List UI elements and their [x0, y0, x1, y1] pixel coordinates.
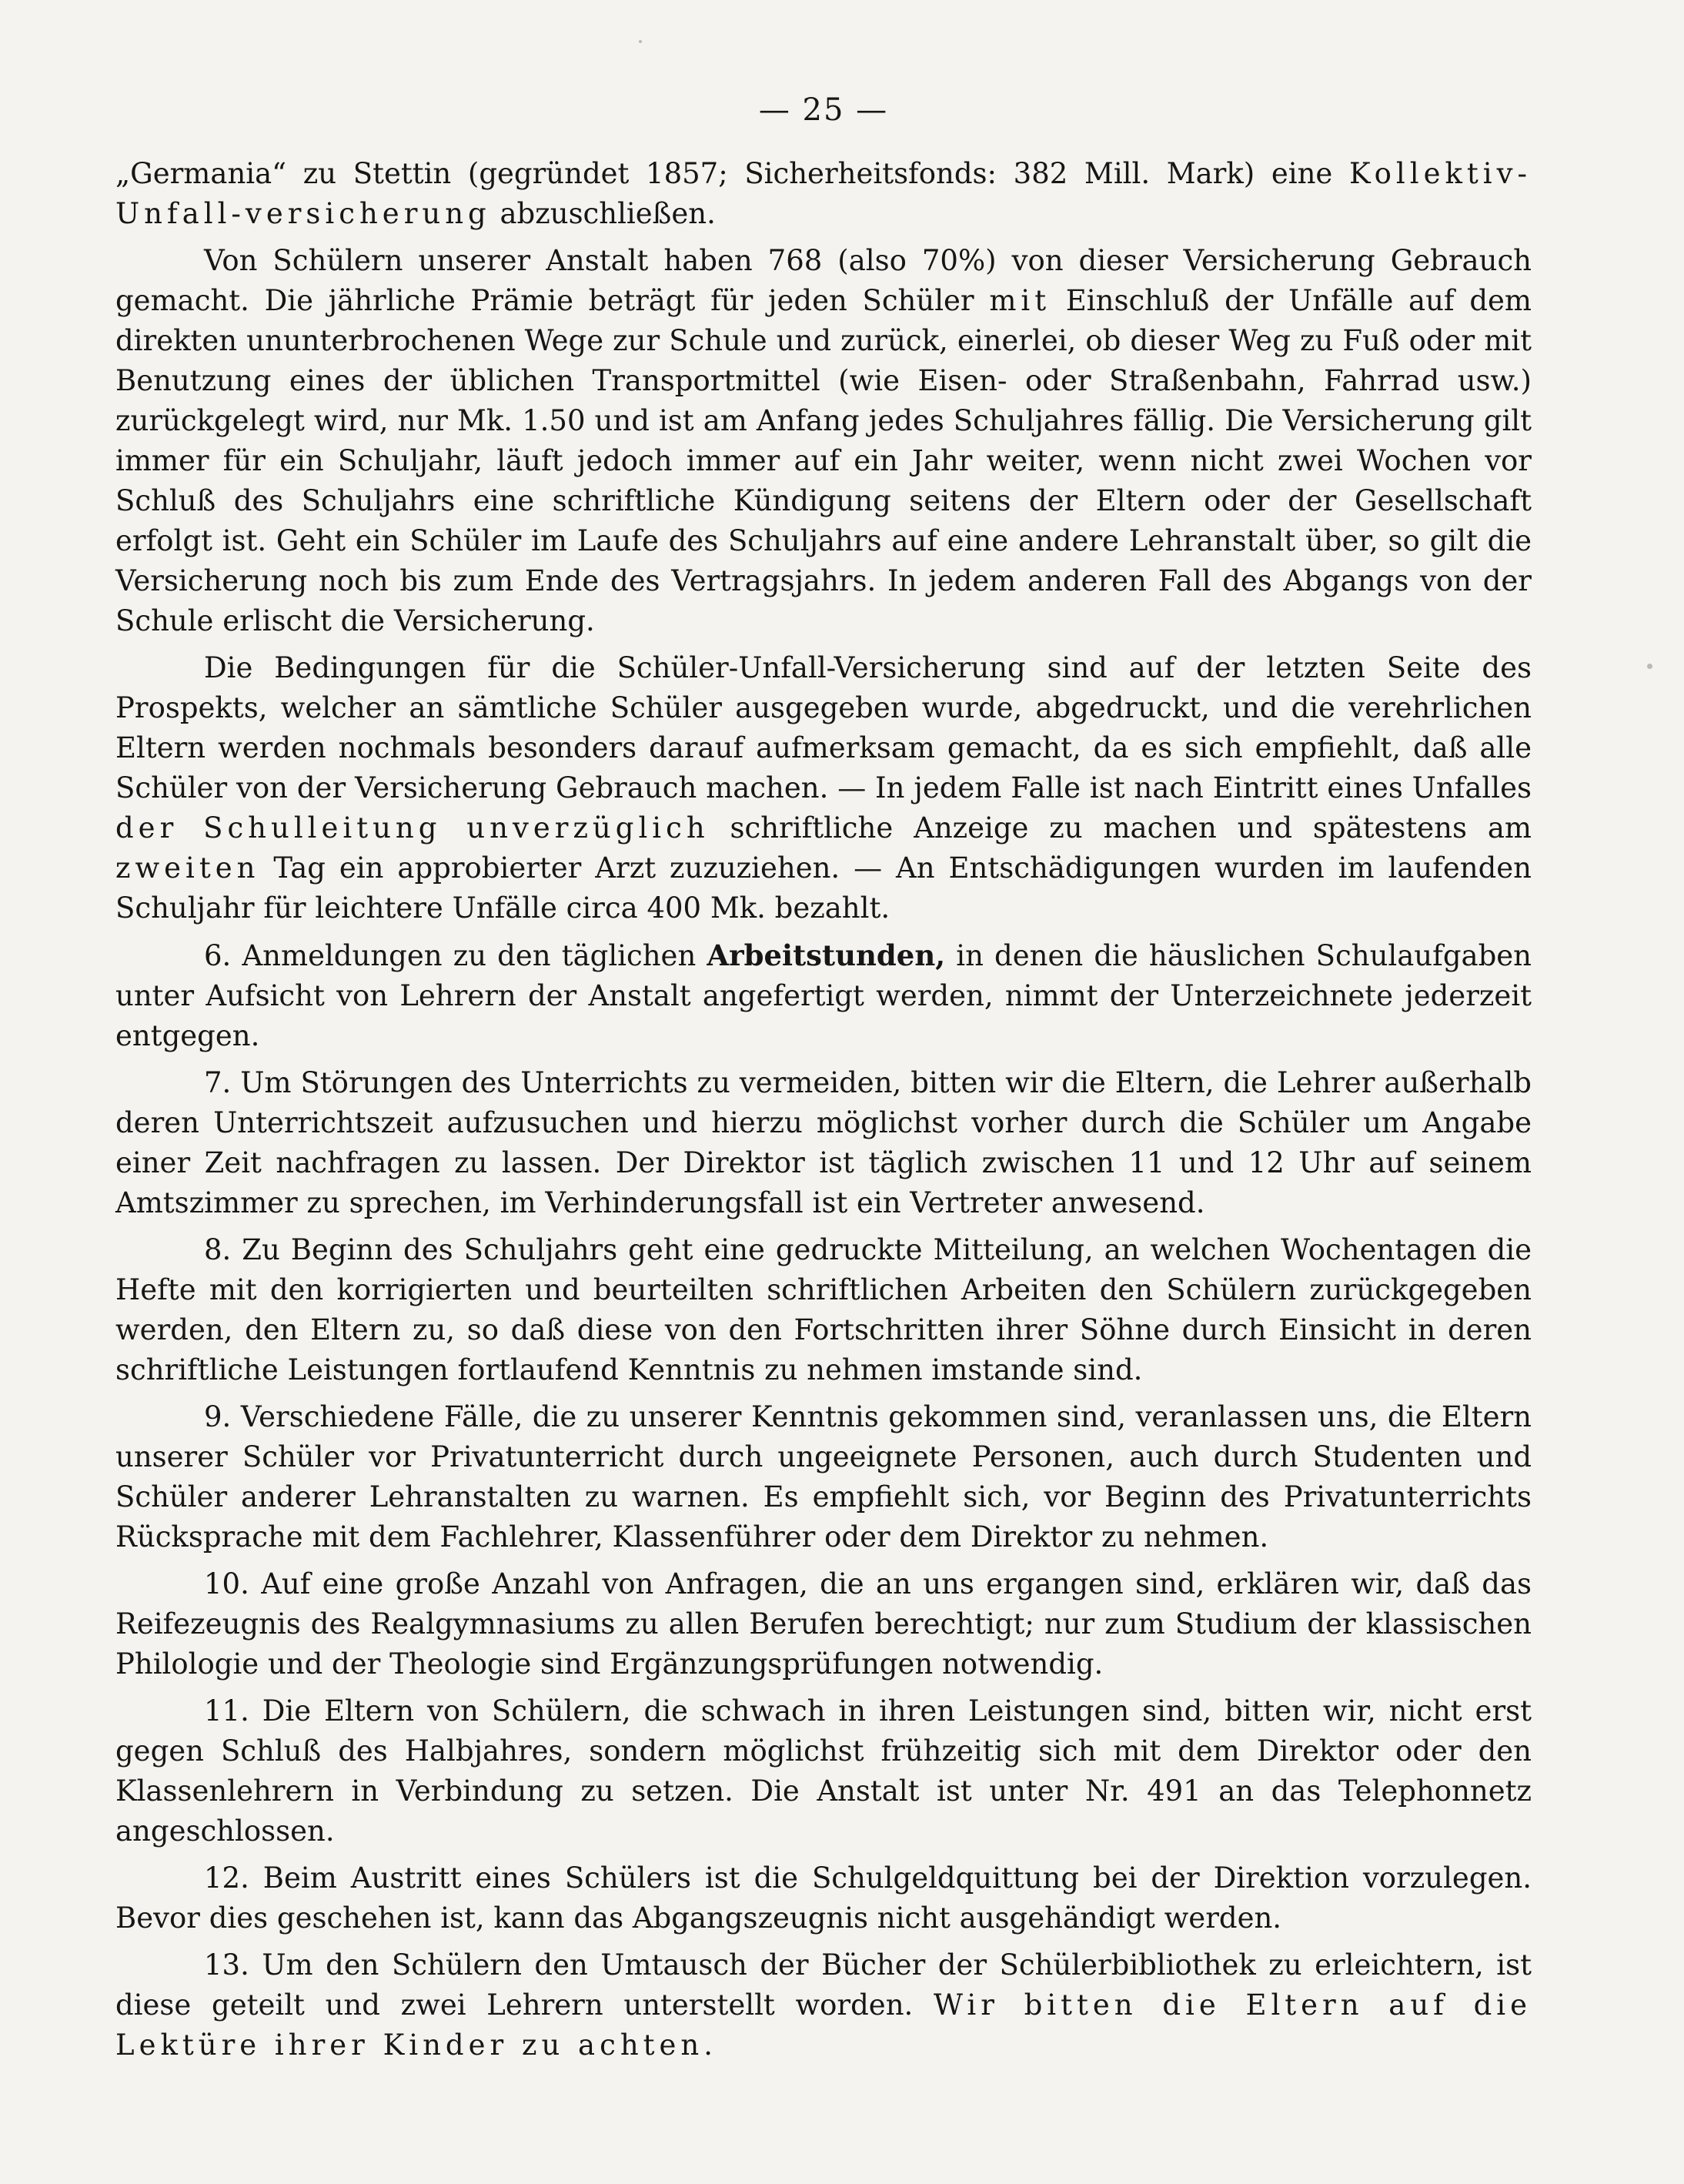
intro-text-a: „Germania“ zu Stettin (gegründet 1857; Sicherheitsfonds: 382 Mill. Mark) eine	[115, 157, 1349, 190]
usage-text-c: Einschluß der Unfälle auf dem direkten ununterbrochenen Wege zur Schule und zurück, einerlei, ob dieser Weg zu Fuß oder mit Benutzung eines der üblichen Transportmittel (wie Eisen- oder Straßenbahn, Fahrrad usw.) zurückgelegt wird, nur Mk. 1.50 und ist am Anfang jedes Schuljahres fällig. Die Versicherung gilt immer für ein Schuljahr, läuft jedoch immer auf ein Jahr weiter, wenn nicht zwei Wochen vor Schluß des Schuljahrs eine schriftliche Kündigung seitens der Eltern oder der Gesellschaft erfolgt ist. Geht ein Schüler im Laufe des Schuljahrs auf eine andere Lehranstalt über, so gilt die Versicherung noch bis zum Ende des Vertragsjahrs. In jedem anderen Fall des Abgangs von der Schule erlischt die Versicherung.	[115, 284, 1532, 637]
conditions-text-e: Tag ein approbierter Arzt zuzuziehen. — An Entschädigungen wurden im laufenden Schuljahr für leichtere Unfälle circa 400 Mk. bezahlt.	[115, 851, 1532, 925]
item6-text-c: in denen die häuslichen Schulaufgaben unter Aufsicht von Lehrern der Anstalt angefertigt werden, nimmt der Unterzeichnete jederzeit entgegen.	[115, 939, 1532, 1052]
usage-text-a: Von Schülern unserer Anstalt haben 768 (also 70%) von dieser Versicherung Gebrauch gemacht. Die jährliche Prämie beträgt für jeden Schüler	[115, 244, 1532, 317]
list-item-12: 12. Beim Austritt eines Schülers ist die Schulgeldquittung bei der Direktion vorzulegen. Bevor dies geschehen ist, kann das Abgangszeugnis nicht ausgehändigt werden.	[115, 1861, 1532, 1935]
list-item-7: 7. Um Störungen des Unterrichts zu vermeiden, bitten wir die Eltern, die Lehrer außerhalb deren Unterrichtszeit aufzusuchen und hierzu möglichst vorher durch die Schüler um Angabe einer Zeit nachfragen zu lassen. Der Direktor ist täglich zwischen 11 und 12 Uhr auf seinem Amtszimmer zu sprechen, im Verhinderungsfall ist ein Vertreter anwesend.	[115, 1066, 1532, 1219]
page-number-suffix: —	[844, 92, 889, 128]
list-item-10: 10. Auf eine große Anzahl von Anfragen, die an uns ergangen sind, erklären wir, daß das Reifezeugnis des Realgymnasiums zu allen Berufen berechtigt; nur zum Studium der klassischen Philologie und der Theologie sind Ergänzungsprüfungen notwendig.	[115, 1567, 1532, 1681]
item13-spaced-request: Wir bitten die Eltern auf die Lektüre ihrer Kinder zu achten.	[115, 1988, 1532, 2062]
list-item-8: 8. Zu Beginn des Schuljahrs geht eine gedruckte Mitteilung, an welchen Wochentagen die Hefte mit den korrigierten und beurteilten schriftlichen Arbeiten den Schülern zurückgegeben werden, den Eltern zu, so daß diese von den Fortschritten ihrer Söhne durch Einsicht in deren schriftliche Leistungen fortlaufend Kenntnis zu nehmen imstande sind.	[115, 1233, 1532, 1386]
document-page	[115, 92, 1532, 2072]
conditions-spaced-school: der Schulleitung unverzüglich	[115, 811, 710, 845]
item13-text-a: 13. Um den Schülern den Umtausch der Bücher der Schülerbibliothek zu erleichtern, ist diese geteilt und zwei Lehrern unterstellt worden.	[115, 1948, 1532, 2022]
item6-bold-term: Arbeitstunden,	[707, 938, 946, 972]
conditions-text-c: schriftliche Anzeige zu machen und spätestens am	[709, 811, 1532, 845]
page-number-value: 25	[802, 92, 845, 128]
conditions-spaced-second: zweiten	[115, 851, 260, 885]
conditions-text-a: Die Bedingungen für die Schüler-Unfall-Versicherung sind auf der letzten Seite des Prospekts, welcher an sämtliche Schüler ausgegeben wurde, abgedruckt, und die verehrlichen Eltern werden nochmals besonders darauf aufmerksam gemacht, da es sich empfiehlt, daß alle Schüler von der Versicherung Gebrauch machen. — In jedem Falle ist nach Eintritt eines Unfalles	[115, 651, 1532, 804]
list-item-11: 11. Die Eltern von Schülern, die schwach in ihren Leistungen sind, bitten wir, nicht erst gegen Schluß des Halbjahres, sondern möglichst frühzeitig sich mit dem Direktor oder den Klassenlehrern in Verbindung zu setzen. Die Anstalt ist unter Nr. 491 an das Telephonnetz angeschlossen.	[115, 1694, 1532, 1848]
intro-text-c: abzuschließen.	[490, 197, 716, 230]
list-item-9: 9. Verschiedene Fälle, die zu unserer Kenntnis gekommen sind, veranlassen uns, die Eltern unserer Schüler vor Privatunterricht durch ungeeignete Personen, auch durch Studenten und Schüler anderer Lehranstalten zu warnen. Es empfiehlt sich, vor Beginn des Privatunterrichts Rücksprache mit dem Fachlehrer, Klassenführer oder dem Direktor zu nehmen.	[115, 1400, 1532, 1554]
list-item-13	[115, 1945, 1532, 2065]
usage-spaced-mit: mit	[989, 284, 1051, 317]
paper-speck	[1647, 664, 1652, 669]
paper-speck	[639, 40, 642, 43]
paragraph-intro	[115, 154, 1532, 234]
list-item-6	[115, 935, 1532, 1056]
paragraph-insurance-usage	[115, 241, 1532, 641]
page-number	[115, 92, 1532, 128]
intro-spaced-term: Kollektiv-Unfall-versicherung	[115, 157, 1532, 230]
item6-text-a: 6. Anmeldungen zu den täglichen	[204, 939, 707, 972]
paragraph-insurance-conditions	[115, 648, 1532, 928]
page-number-prefix: —	[758, 92, 803, 128]
